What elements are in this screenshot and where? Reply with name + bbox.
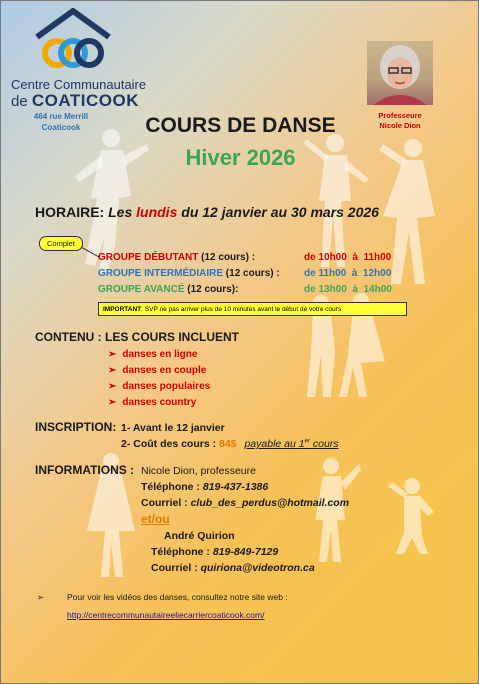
inscription-line1: 1- Avant le 12 janvier bbox=[121, 422, 225, 434]
cost-payable bbox=[244, 438, 338, 450]
inscription-line2 bbox=[121, 438, 339, 450]
schedule-line bbox=[35, 204, 379, 220]
contact2-name: André Quirion bbox=[164, 530, 235, 542]
list-item bbox=[108, 379, 210, 395]
list-item bbox=[108, 363, 210, 379]
dancer-silhouette-icon bbox=[386, 476, 436, 556]
logo bbox=[11, 7, 147, 110]
list-item bbox=[108, 395, 210, 411]
teacher-photo bbox=[367, 41, 433, 105]
dancer-silhouette-icon bbox=[301, 456, 361, 566]
cost-payable-sup: er bbox=[304, 438, 310, 445]
contact2-email-label: Courriel : bbox=[151, 562, 201, 574]
list-item-label: danses populaires bbox=[122, 381, 211, 392]
contenu-list bbox=[108, 347, 210, 411]
footer-arrow-icon: ➢ bbox=[37, 592, 45, 602]
group-row-avance bbox=[98, 284, 238, 295]
arrow-bullet-icon: ➢ bbox=[108, 365, 117, 376]
teacher-caption-line1: Professeure bbox=[378, 111, 422, 120]
contact2-phone bbox=[151, 546, 278, 558]
group-count: (12 cours) : bbox=[201, 252, 256, 263]
contact1-name: Nicole Dion, professeure bbox=[141, 465, 256, 477]
footer-text: Pour voir les vidéos des danses, consultez notre site web : bbox=[67, 592, 288, 602]
schedule-les: Les bbox=[108, 204, 133, 220]
notice-text: : SVP ne pas arriver plus de 10 minutes avant le début de votre cours bbox=[141, 306, 342, 313]
teacher-portrait-icon bbox=[367, 41, 433, 105]
cost-price: 84$ bbox=[219, 438, 237, 450]
notice-label: IMPORTANT bbox=[103, 306, 142, 313]
group-name: GROUPE AVANCÉ bbox=[98, 284, 185, 295]
inscription-label: INSCRIPTION: bbox=[35, 420, 117, 434]
website-link[interactable]: http://centrecommunautaireeliecarriercoaticook.com/ bbox=[67, 610, 265, 620]
contact1-phone-value: 819-437-1386 bbox=[202, 481, 269, 493]
page-subtitle: Hiver 2026 bbox=[185, 145, 296, 170]
group-time-avance: de 13h00 à 14h00 bbox=[304, 284, 392, 295]
group-count: (12 cours) : bbox=[225, 268, 280, 279]
contenu-heading: CONTENU : LES COURS INCLUENT bbox=[35, 330, 239, 344]
contact1-email-value[interactable]: club_des_perdus@hotmail.com bbox=[190, 497, 350, 509]
schedule-range: du 12 janvier au 30 mars 2026 bbox=[181, 204, 379, 220]
teacher-caption-line2: Nicole Dion bbox=[379, 121, 421, 130]
important-notice bbox=[98, 302, 407, 316]
house-logo-icon bbox=[33, 7, 113, 73]
contact2-phone-label: Téléphone : bbox=[151, 546, 213, 558]
page-title: COURS DE DANSE bbox=[145, 114, 336, 137]
contact1-phone bbox=[141, 481, 268, 493]
group-time-intermediaire: de 11h00 à 12h00 bbox=[304, 268, 392, 279]
group-name: GROUPE DÉBUTANT bbox=[98, 252, 199, 263]
complet-badge-label: Complet bbox=[47, 239, 75, 248]
contact2-email bbox=[151, 562, 315, 574]
cost-payable-text: payable au 1 bbox=[244, 438, 305, 450]
complet-badge bbox=[39, 236, 83, 251]
address-line2: Coaticook bbox=[41, 123, 81, 132]
list-item-label: danses en ligne bbox=[122, 349, 198, 360]
group-row-intermediaire bbox=[98, 268, 280, 279]
contact1-phone-label: Téléphone : bbox=[141, 481, 203, 493]
logo-brand-name: COATICOOK bbox=[31, 91, 139, 110]
contact2-phone-value: 819-849-7129 bbox=[212, 546, 279, 558]
schedule-label: HORAIRE: bbox=[35, 204, 105, 220]
contact1-email bbox=[141, 497, 349, 509]
address-line1: 464 rue Merrill bbox=[33, 112, 89, 121]
list-item-label: danses country bbox=[122, 397, 197, 408]
et-ou: et/ou bbox=[141, 512, 170, 526]
group-count: (12 cours): bbox=[187, 284, 239, 295]
contact2-email-value[interactable]: quiriona@videotron.ca bbox=[200, 562, 315, 574]
logo-line2 bbox=[11, 91, 151, 111]
list-item bbox=[108, 347, 210, 363]
logo-line2-prefix: de bbox=[11, 93, 32, 110]
contact1-email-label: Courriel : bbox=[141, 497, 191, 509]
group-time-debutant: de 10h00 à 11h00 bbox=[304, 252, 392, 263]
informations-label: INFORMATIONS : bbox=[35, 463, 135, 477]
arrow-bullet-icon: ➢ bbox=[108, 349, 117, 360]
arrow-bullet-icon: ➢ bbox=[108, 381, 117, 392]
group-name: GROUPE INTERMÉDIAIRE bbox=[98, 268, 224, 279]
cost-payable-end: cours bbox=[309, 438, 339, 450]
cost-prefix: 2- Coût des cours : bbox=[121, 438, 220, 450]
group-row-debutant bbox=[98, 252, 255, 263]
arrow-bullet-icon: ➢ bbox=[108, 397, 117, 408]
schedule-day: lundis bbox=[136, 204, 178, 220]
list-item-label: danses en couple bbox=[122, 365, 207, 376]
logo-line1: Centre Communautaire bbox=[11, 77, 147, 92]
